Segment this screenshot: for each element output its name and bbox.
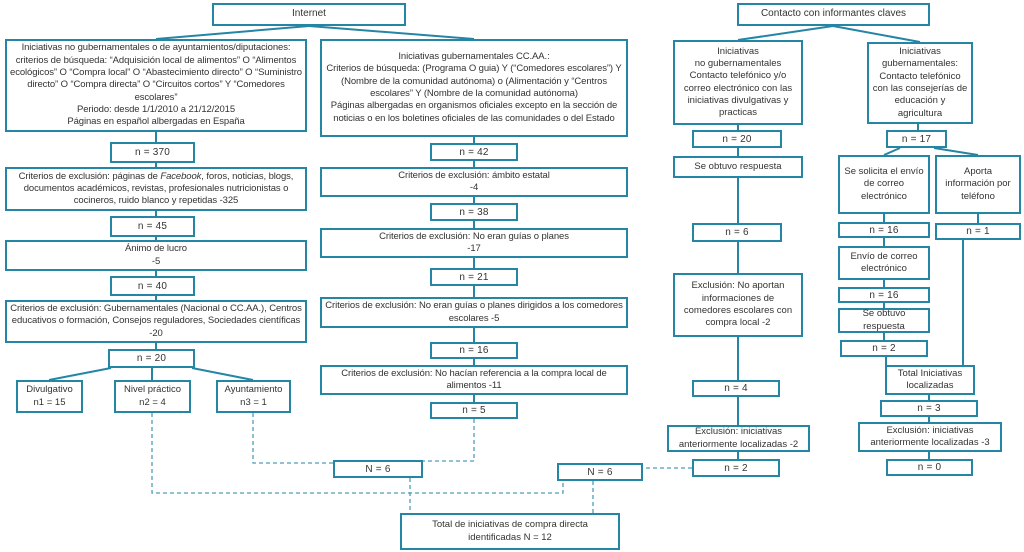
- col3-exclusion2-box: Exclusión: iniciativas anteriormente localizadas -2: [667, 425, 810, 452]
- col2-exclusion1-line1: Criterios de exclusión: ámbito estatal: [398, 169, 550, 181]
- col2-n5-box: n = 5: [430, 402, 518, 419]
- col2-exclusion2-line1: Criterios de exclusión: No eran guías o planes: [379, 230, 569, 242]
- col1-n40-box: n = 40: [110, 276, 195, 296]
- col4-n3-box: n = 3: [880, 400, 978, 417]
- facebook-italic: Facebook: [160, 170, 202, 182]
- col1-search-main: Iniciativas no gubernamentales o de ayuntamientos/diputaciones: criterios de búsqueda: “Adquisición local de alimentos” O “Alimentos ecológicos” O “Compra local” O “Abastecimiento directo” O “Suministro directo” O “Compra directa” O “Circuitos cortos” Y “Comedores escolares”: [10, 42, 302, 103]
- connector: [49, 368, 253, 380]
- col2-n16-box: n = 16: [430, 342, 518, 359]
- col1-lucro-line2: -5: [151, 255, 161, 267]
- total-n6-right-box: N = 6: [557, 463, 643, 481]
- col1-exclusion2-box: Criterios de exclusión: Gubernamentales (Nacional o CC.AA.), Centros educativos o formación, Consejos reguladores, Sociedades científicas -20: [5, 300, 307, 343]
- col1-lucro-line1: Ánimo de lucro: [125, 243, 187, 255]
- grand-total-line2: identificadas N = 12: [468, 531, 552, 543]
- col3-head-box: [673, 40, 803, 125]
- col2-search-title: Iniciativas gubernamentales CC.AA.:: [398, 51, 550, 63]
- col3-head-rest: Contacto telefónico y/o correo electrónico con las iniciativas divulgativas y practicas: [683, 70, 793, 119]
- col4-exclusion-box: Exclusión: iniciativas anteriormente localizadas -3: [858, 422, 1002, 452]
- col4-envio-box: Envío de correo electrónico: [838, 246, 930, 280]
- dashed-connector: [253, 413, 333, 463]
- col2-exclusion3-box: Criterios de exclusión: No eran guías o planes dirigidos a los comedores escolares -5: [320, 297, 628, 328]
- col4-n16a-box: n = 16: [838, 222, 930, 238]
- col1-search-criteria-box: [5, 39, 307, 132]
- col3-n4-box: n = 4: [692, 380, 780, 397]
- grand-total-box: [400, 513, 620, 550]
- col4-total-localizadas-box: Total Iniciativas localizadas: [885, 365, 975, 395]
- col1-n20-box: n = 20: [108, 349, 195, 368]
- nivel-practico-box: [114, 380, 191, 413]
- col4-n16b-box: n = 16: [838, 287, 930, 303]
- col1-n45-box: n = 45: [110, 216, 195, 237]
- dashed-connector: [152, 413, 563, 493]
- col4-n2-box: n = 2: [840, 340, 928, 357]
- contacto-header-box: Contacto con informantes claves: [737, 3, 930, 26]
- nivel-practico-label: Nivel práctico: [123, 384, 182, 396]
- col1-search-pages: Páginas en español albergadas en España: [67, 116, 245, 128]
- col1-search-period: Periodo: desde 1/1/2010 a 21/12/2015: [76, 103, 236, 115]
- col2-exclusion2-line2: -17: [467, 243, 481, 254]
- col3-head-line2: no gubernamentales: [694, 57, 782, 69]
- col1-exclusion1-pre: Criterios de exclusión: páginas de: [18, 170, 161, 182]
- divulgativo-label: Divulgativo: [26, 384, 73, 396]
- col2-exclusion1-line2: -4: [469, 182, 479, 193]
- col1-exclusion1-post: , foros, noticias, blogs, documentos académicos, revistas, profesionales nutricionistas o cocineros, ruido blanco y repetidas -325: [23, 170, 294, 207]
- dashed-connector: [423, 419, 474, 461]
- col1-exclusion1-text: [10, 171, 302, 208]
- col4-head-box: [867, 42, 973, 124]
- col3-n2-box: n = 2: [692, 459, 780, 477]
- grand-total-line1: Total de iniciativas de compra directa: [432, 519, 588, 531]
- ayuntamiento-label: Ayuntamiento: [224, 384, 283, 396]
- nivel-practico-n: n2 = 4: [139, 396, 166, 408]
- col3-respuesta-box: Se obtuvo respuesta: [673, 156, 803, 178]
- divulgativo-n: n1 = 15: [33, 396, 66, 408]
- col4-head-line2: gubernamentales:: [881, 58, 959, 70]
- col2-search-body: Criterios de búsqueda: (Programa O guia) Y (“Comedores escolares”) Y (Nombre de la comunidad autónoma) o (Alimentación y “Centros escolares” Y (Nombre de la comunidad autónoma): [326, 63, 622, 99]
- col4-n0-box: n = 0: [886, 459, 973, 476]
- col3-exclusion1-box: Exclusión: No aportan informaciones de comedores escolares con compra local -2: [673, 273, 803, 337]
- col2-n21-box: n = 21: [430, 268, 518, 286]
- col2-n42-box: n = 42: [430, 143, 518, 161]
- col3-n20-box: n = 20: [692, 130, 782, 148]
- col1-n370-box: n = 370: [110, 142, 195, 163]
- col4-head-rest: Contacto telefónico con las consejerías de educación y agricultura: [872, 70, 968, 119]
- col2-exclusion2-box: [320, 228, 628, 258]
- col2-search-criteria-box: [320, 39, 628, 137]
- col2-exclusion4-box: Criterios de exclusión: No hacían referencia a la compra local de alimentos -11: [320, 365, 628, 395]
- col4-n17-box: n = 17: [886, 130, 947, 148]
- divulgativo-box: [16, 380, 83, 413]
- col1-exclusion1-box: [5, 167, 307, 211]
- internet-header-box: Internet: [212, 3, 406, 26]
- col4-respuesta-box: Se obtuvo respuesta: [838, 308, 930, 333]
- total-n6-left-box: N = 6: [333, 460, 423, 478]
- col2-n38-box: n = 38: [430, 203, 518, 221]
- connector: [309, 26, 474, 39]
- col4-solicita-box: Se solicita el envío de correo electrónico: [838, 155, 930, 214]
- connector: [156, 26, 309, 39]
- ayuntamiento-box: [216, 380, 291, 413]
- col4-head-line1: Iniciativas: [899, 46, 941, 58]
- col2-search-pages: Páginas albergadas en organismos oficiales excepto en la sección de noticias o en los boletines oficiales de las comunidades o del Estado: [330, 100, 618, 124]
- col3-head-line1: Iniciativas: [717, 45, 759, 57]
- col3-n6-box: n = 6: [692, 223, 782, 242]
- col1-animo-lucro-box: [5, 240, 307, 271]
- col4-aporta-box: Aporta información por teléfono: [935, 155, 1021, 214]
- col2-exclusion1-box: [320, 167, 628, 197]
- ayuntamiento-n: n3 = 1: [240, 396, 267, 408]
- col4-n1-box: n = 1: [935, 223, 1021, 240]
